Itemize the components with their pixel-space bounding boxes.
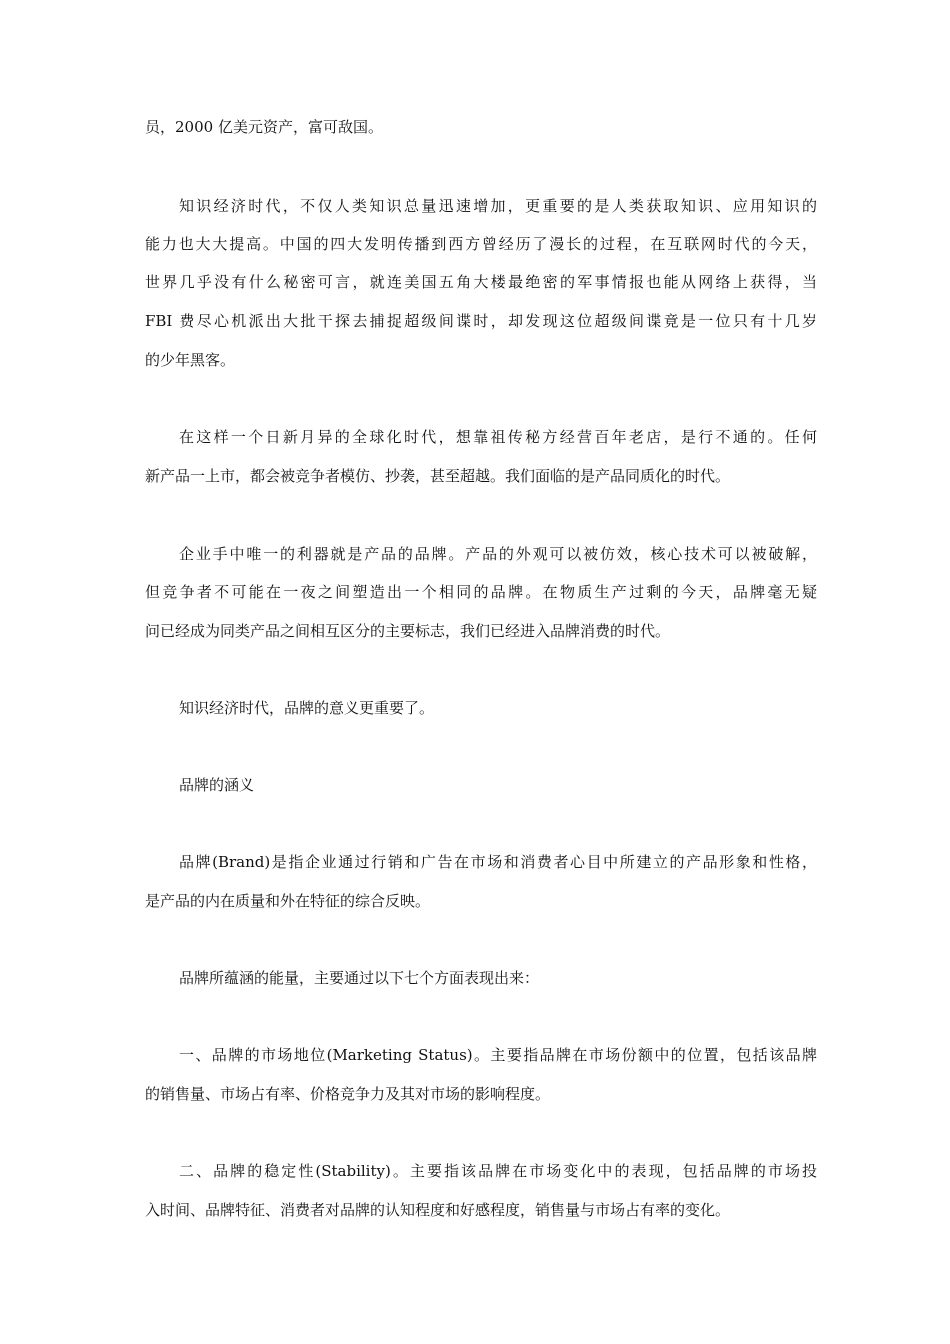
list-item-line: 入时间、品牌特征、消费者对品牌的认知程度和好感程度，销售量与市场占有率的变化。: [145, 1201, 731, 1219]
paragraph-line: 的少年黑客。: [145, 351, 236, 369]
paragraph-line: 品牌(Brand)是指企业通过行销和广告在市场和消费者心目中所建立的产品形象和性格，: [179, 853, 817, 871]
paragraph-line: 世界几乎没有什么秘密可言，就连美国五角大楼最绝密的军事情报也能从网络上获得，当: [145, 273, 817, 291]
paragraph-line: 知识经济时代，品牌的意义更重要了。: [179, 699, 435, 717]
paragraph-line: 在这样一个日新月异的全球化时代，想靠祖传秘方经营百年老店，是行不通的。任何: [179, 428, 817, 446]
paragraph-line: 企业手中唯一的利器就是产品的品牌。产品的外观可以被仿效，核心技术可以被破解，: [179, 545, 817, 563]
paragraph-line: 员，2000 亿美元资产，富可敌国。: [145, 118, 383, 136]
paragraph-line: 知识经济时代，不仅人类知识总量迅速增加，更重要的是人类获取知识、应用知识的: [179, 197, 817, 215]
paragraph-line: 品牌所蕴涵的能量，主要通过以下七个方面表现出来：: [179, 969, 540, 987]
paragraph-line: FBI 费尽心机派出大批干探去捕捉超级间谍时，却发现这位超级间谍竟是一位只有十几岁: [145, 312, 817, 330]
section-heading: 品牌的涵义: [179, 776, 255, 794]
paragraph-line: 但竞争者不可能在一夜之间塑造出一个相同的品牌。在物质生产过剩的今天，品牌毫无疑: [145, 583, 817, 601]
list-item-line: 的销售量、市场占有率、价格竞争力及其对市场的影响程度。: [145, 1085, 551, 1103]
paragraph-line: 新产品一上市，都会被竞争者模仿、抄袭，甚至超越。我们面临的是产品同质化的时代。: [145, 467, 731, 485]
paragraph-line: 能力也大大提高。中国的四大发明传播到西方曾经历了漫长的过程，在互联网时代的今天，: [145, 235, 817, 253]
list-item-line: 二、品牌的稳定性(Stability)。主要指该品牌在市场变化中的表现，包括品牌的市场投: [179, 1162, 817, 1180]
list-item-line: 一、品牌的市场地位(Marketing Status)。主要指品牌在市场份额中的位置，包括该品牌: [179, 1046, 817, 1064]
paragraph-line: 问已经成为同类产品之间相互区分的主要标志，我们已经进入品牌消费的时代。: [145, 622, 671, 640]
paragraph-line: 是产品的内在质量和外在特征的综合反映。: [145, 892, 431, 910]
